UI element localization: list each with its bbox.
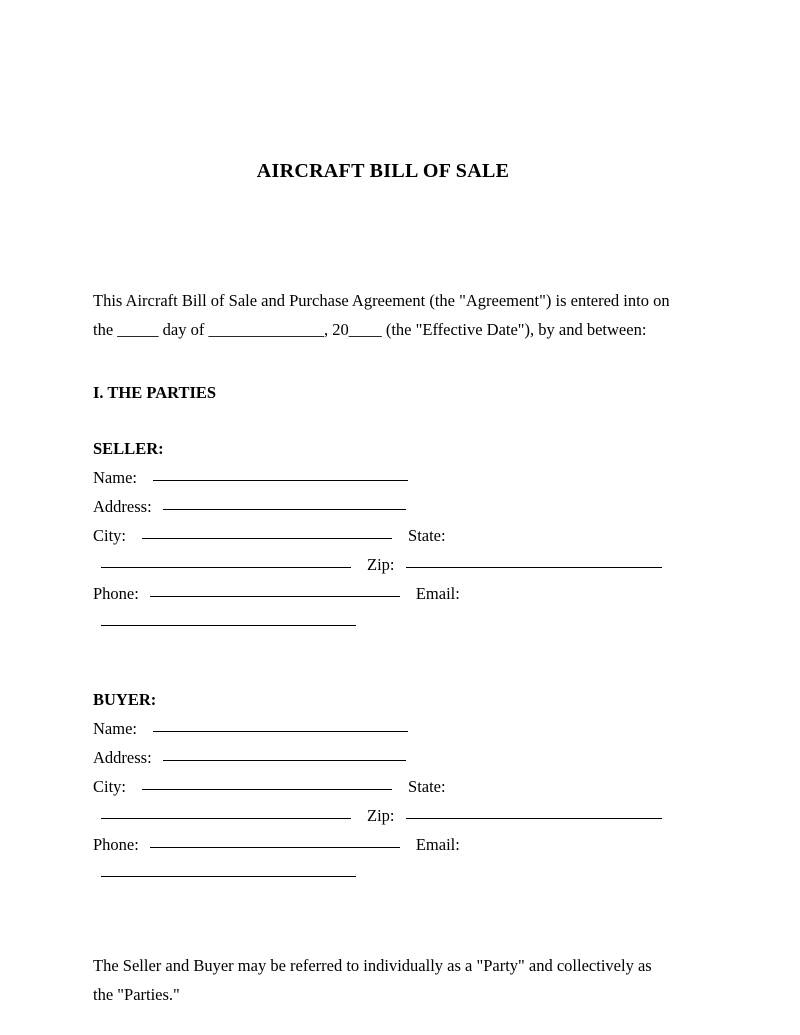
- buyer-name-row: [93, 714, 673, 743]
- seller-name-label: Name:: [93, 468, 137, 487]
- buyer-state-label: State:: [408, 777, 446, 796]
- seller-fields: [93, 463, 673, 637]
- buyer-address-input[interactable]: [163, 760, 406, 761]
- buyer-city-state-row: [93, 772, 673, 801]
- closing-paragraph: The Seller and Buyer may be referred to individually as a "Party" and collectively as the "Parties.": [93, 956, 652, 1004]
- seller-city-label: City:: [93, 526, 127, 545]
- buyer-city-input[interactable]: [142, 789, 392, 790]
- buyer-zip-label: Zip:: [367, 806, 395, 825]
- buyer-zip-input[interactable]: [406, 818, 662, 819]
- seller-email-label: Email:: [415, 584, 460, 603]
- seller-zip-input[interactable]: [406, 567, 662, 568]
- section-heading-the-parties: I. THE PARTIES: [93, 383, 217, 402]
- seller-phone-label: Phone:: [93, 584, 139, 603]
- document-body: [93, 0, 673, 1009]
- buyer-state-input[interactable]: [101, 818, 351, 819]
- seller-phone-input[interactable]: [150, 596, 400, 597]
- buyer-state-zip-row: [93, 801, 673, 830]
- seller-address-row: [93, 492, 673, 521]
- seller-phone-email-row: [93, 579, 673, 608]
- buyer-city-label: City:: [93, 777, 127, 796]
- buyer-phone-input[interactable]: [150, 847, 400, 848]
- buyer-address-label: Address:: [93, 748, 152, 767]
- seller-zip-label: Zip:: [367, 555, 395, 574]
- buyer-phone-label: Phone:: [93, 835, 139, 854]
- seller-name-input[interactable]: [153, 480, 408, 481]
- seller-name-row: [93, 463, 673, 492]
- buyer-address-row: [93, 743, 673, 772]
- buyer-email-label: Email:: [415, 835, 460, 854]
- buyer-email-row: [93, 859, 673, 888]
- intro-paragraph: This Aircraft Bill of Sale and Purchase Agreement (the "Agreement") is entered into on the _____ day of ______________, 20____ (the "Effective Date"), by and between:: [93, 291, 670, 339]
- buyer-phone-email-row: [93, 830, 673, 859]
- page-title: AIRCRAFT BILL OF SALE: [256, 160, 510, 182]
- seller-address-label: Address:: [93, 497, 152, 516]
- seller-email-input[interactable]: [101, 625, 356, 626]
- seller-city-input[interactable]: [142, 538, 392, 539]
- seller-address-input[interactable]: [163, 509, 406, 510]
- buyer-name-label: Name:: [93, 719, 137, 738]
- seller-state-zip-row: [93, 550, 673, 579]
- party-heading-buyer: BUYER:: [93, 690, 157, 709]
- seller-email-row: [93, 608, 673, 637]
- buyer-fields: [93, 714, 673, 888]
- seller-state-input[interactable]: [101, 567, 351, 568]
- party-heading-seller: SELLER:: [93, 439, 164, 458]
- seller-state-label: State:: [408, 526, 446, 545]
- buyer-name-input[interactable]: [153, 731, 408, 732]
- seller-city-state-row: [93, 521, 673, 550]
- buyer-email-input[interactable]: [101, 876, 356, 877]
